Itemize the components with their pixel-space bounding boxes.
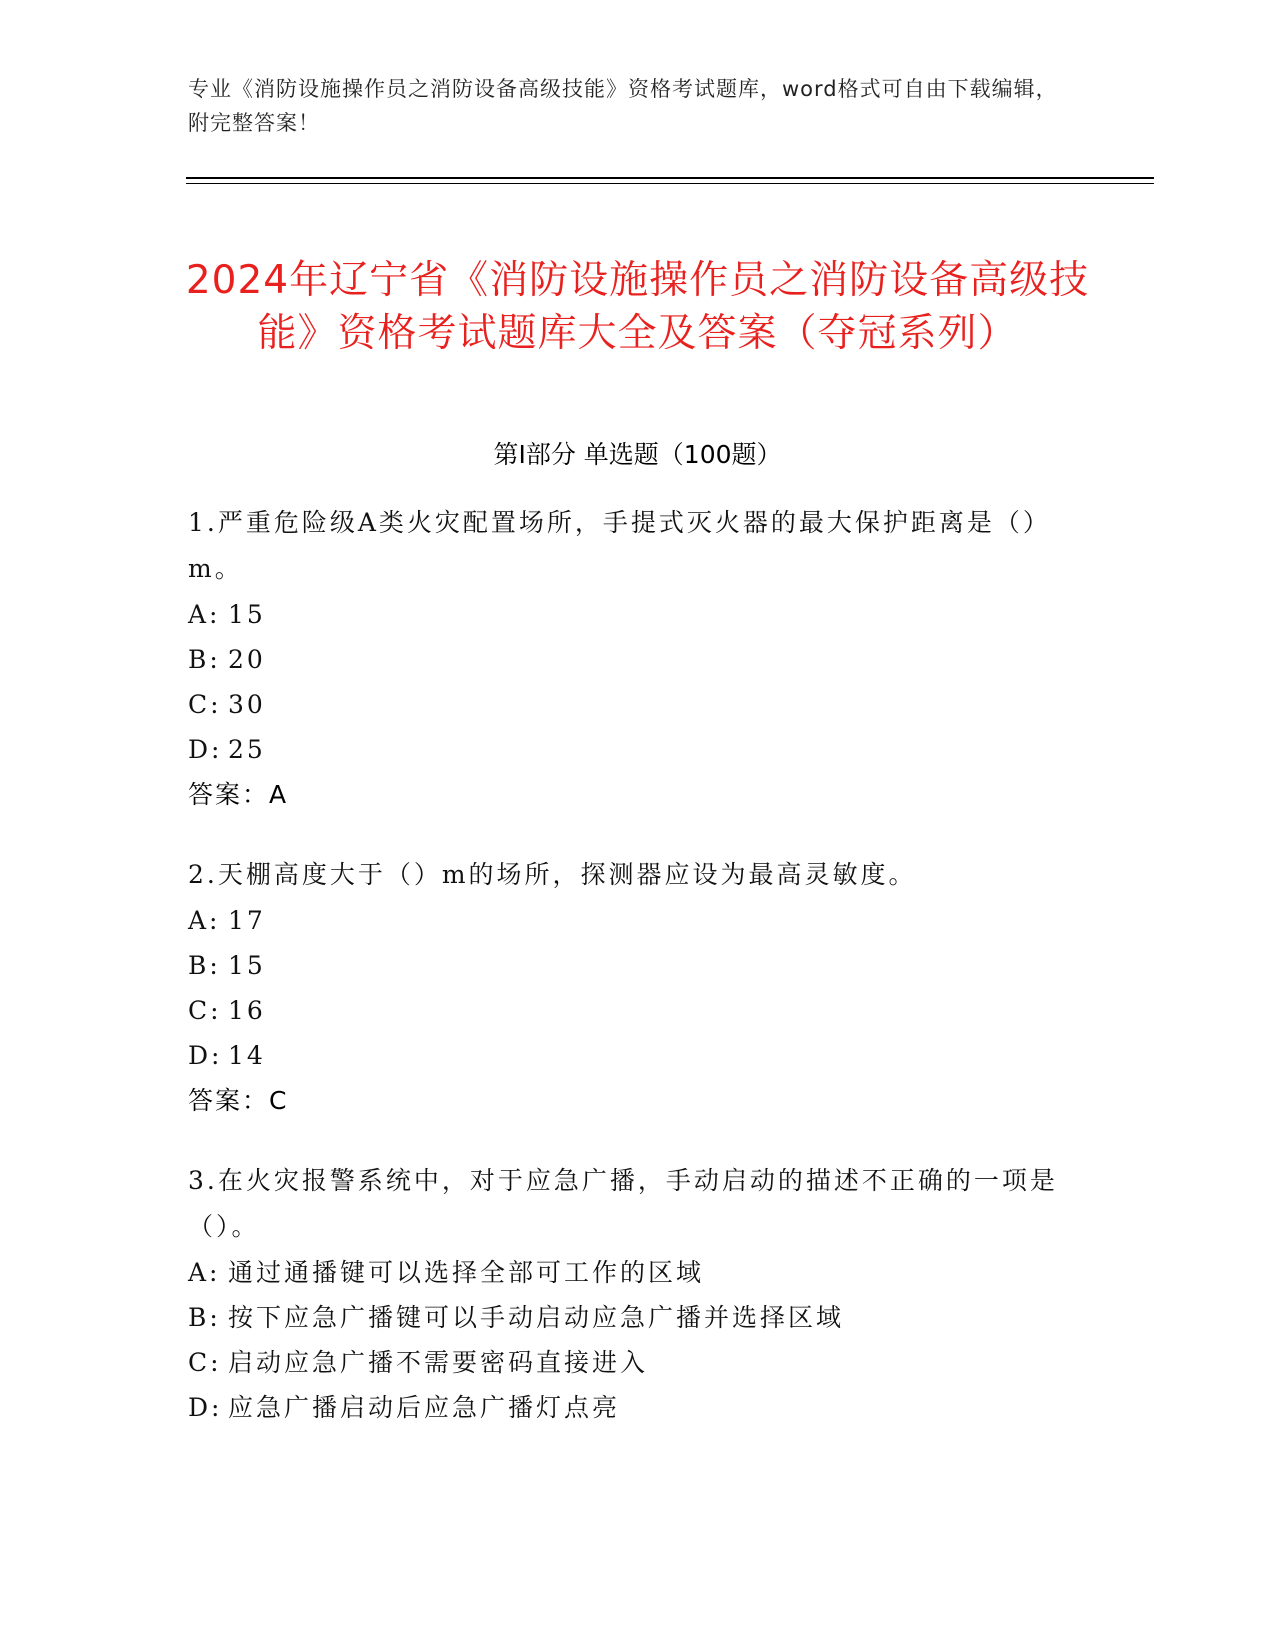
option-letter: B:	[188, 645, 221, 674]
option-text: 15	[228, 600, 266, 629]
option-d	[188, 1033, 1068, 1078]
question-1	[188, 500, 1068, 817]
option-letter: A:	[188, 1258, 221, 1287]
question-stem: 3.在火灾报警系统中，对于应急广播，手动启动的描述不正确的一项是（）。	[188, 1166, 1058, 1241]
answer: 答案：C	[188, 1086, 289, 1115]
option-letter: C:	[188, 1348, 222, 1377]
option-letter: D:	[188, 1393, 223, 1422]
option-b	[188, 1295, 1068, 1340]
option-b	[188, 637, 1068, 682]
option-text: 通过通播键可以选择全部可工作的区域	[228, 1258, 705, 1287]
header-note: 专业《消防设施操作员之消防设备高级技能》资格考试题库，word格式可自由下载编辑，附完整答案！	[188, 77, 1058, 135]
option-c	[188, 1340, 1068, 1385]
option-letter: A:	[188, 906, 221, 935]
option-text: 20	[228, 645, 266, 674]
question-stem: 2.天棚高度大于（）m的场所，探测器应设为最高灵敏度。	[188, 860, 917, 889]
option-a	[188, 1250, 1068, 1295]
document-title: 2024年辽宁省《消防设施操作员之消防设备高级技能》资格考试题库大全及答案（夺冠系列）	[185, 258, 1090, 357]
option-text: 30	[228, 690, 266, 719]
option-text: 15	[228, 951, 266, 980]
option-a	[188, 592, 1068, 637]
question-2	[188, 852, 1068, 1123]
option-text: 25	[228, 735, 266, 764]
question-stem: 1.严重危险级A类火灾配置场所，手提式灭火器的最大保护距离是（）m。	[188, 508, 1051, 583]
option-c	[188, 682, 1068, 727]
section-heading: 第I部分 单选题（100题）	[493, 440, 782, 469]
option-text: 按下应急广播键可以手动启动应急广播并选择区域	[228, 1303, 845, 1332]
question-3	[188, 1158, 1068, 1430]
header-divider-thick	[186, 177, 1154, 179]
option-letter: C:	[188, 690, 222, 719]
option-text: 应急广播启动后应急广播灯点亮	[228, 1393, 621, 1422]
option-text: 14	[228, 1041, 266, 1070]
option-c	[188, 988, 1068, 1033]
option-letter: A:	[188, 600, 221, 629]
option-text: 17	[228, 906, 266, 935]
answer: 答案：A	[188, 780, 289, 809]
option-letter: D:	[188, 735, 223, 764]
option-text: 启动应急广播不需要密码直接进入	[228, 1348, 649, 1377]
option-letter: D:	[188, 1041, 223, 1070]
option-d	[188, 1385, 1068, 1430]
header-divider-thin	[186, 183, 1154, 184]
option-letter: B:	[188, 951, 221, 980]
option-d	[188, 727, 1068, 772]
option-letter: B:	[188, 1303, 221, 1332]
option-a	[188, 898, 1068, 943]
option-text: 16	[228, 996, 266, 1025]
option-b	[188, 943, 1068, 988]
option-letter: C:	[188, 996, 222, 1025]
